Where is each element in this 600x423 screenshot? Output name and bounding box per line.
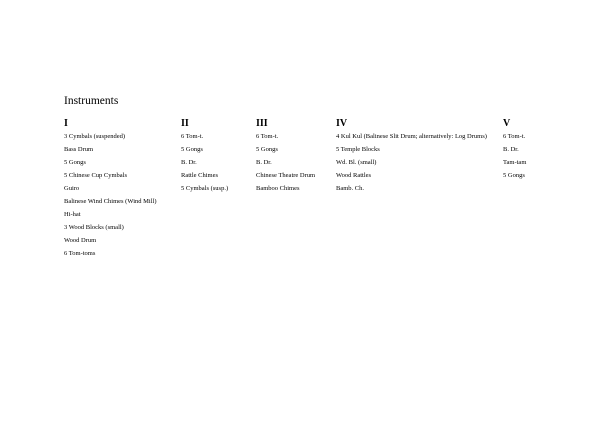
list-item: 5 Gongs — [256, 146, 278, 153]
list-item: 6 Tom-t. — [256, 133, 279, 140]
column-heading: I — [64, 118, 68, 129]
column-v — [503, 118, 526, 185]
list-item: 5 Cymbals (susp.) — [181, 185, 229, 192]
list-item: 5 Temple Blocks — [336, 146, 380, 153]
list-item: B. Dr. — [256, 159, 272, 166]
list-item: B. Dr. — [181, 159, 197, 166]
column-iii — [256, 118, 315, 198]
column-i — [64, 118, 157, 263]
list-item: Wood Rattles — [336, 172, 372, 179]
instrument-list — [336, 133, 487, 198]
list-item: 5 Chinese Cup Cymbals — [64, 172, 128, 179]
column-iv — [336, 118, 487, 198]
list-item: 3 Wood Blocks (small) — [64, 224, 124, 231]
list-item: Guiro — [64, 185, 80, 192]
list-item: 4 Kul Kul (Balinese Slit Drum; alternatively: Log Drums) — [336, 133, 487, 140]
column-heading: IV — [336, 118, 348, 129]
list-item: Chinese Theatre Drum — [256, 172, 316, 179]
list-item: 6 Tom-toms — [64, 250, 96, 257]
list-item: Balinese Wind Chimes (Wind Mill) — [64, 198, 157, 205]
instrument-list — [181, 133, 228, 198]
list-item: Bass Drum — [64, 146, 94, 153]
list-item: 3 Cymbals (suspended) — [64, 133, 126, 140]
list-item: Wood Drum — [64, 237, 97, 244]
list-item: Bamb. Ch. — [336, 185, 364, 192]
list-item: 6 Tom-t. — [503, 133, 526, 140]
list-item: 6 Tom-t. — [181, 133, 204, 140]
list-item: 5 Gongs — [64, 159, 86, 166]
list-item: Bamboo Chimes — [256, 185, 300, 192]
column-heading: V — [503, 118, 511, 129]
column-heading: II — [181, 118, 189, 129]
list-item: Tam-tam — [503, 159, 527, 166]
instrument-list — [64, 133, 157, 263]
list-item: Hi-hat — [64, 211, 81, 218]
column-heading: III — [256, 118, 268, 129]
instrument-list — [256, 133, 315, 198]
list-item: B. Dr. — [503, 146, 519, 153]
list-item: 5 Gongs — [503, 172, 525, 179]
page-title: Instruments — [64, 95, 119, 107]
instrument-list — [503, 133, 526, 185]
list-item: Wd. Bl. (small) — [336, 159, 377, 166]
list-item: Rattle Chimes — [181, 172, 219, 179]
column-ii — [181, 118, 228, 198]
list-item: 5 Gongs — [181, 146, 203, 153]
